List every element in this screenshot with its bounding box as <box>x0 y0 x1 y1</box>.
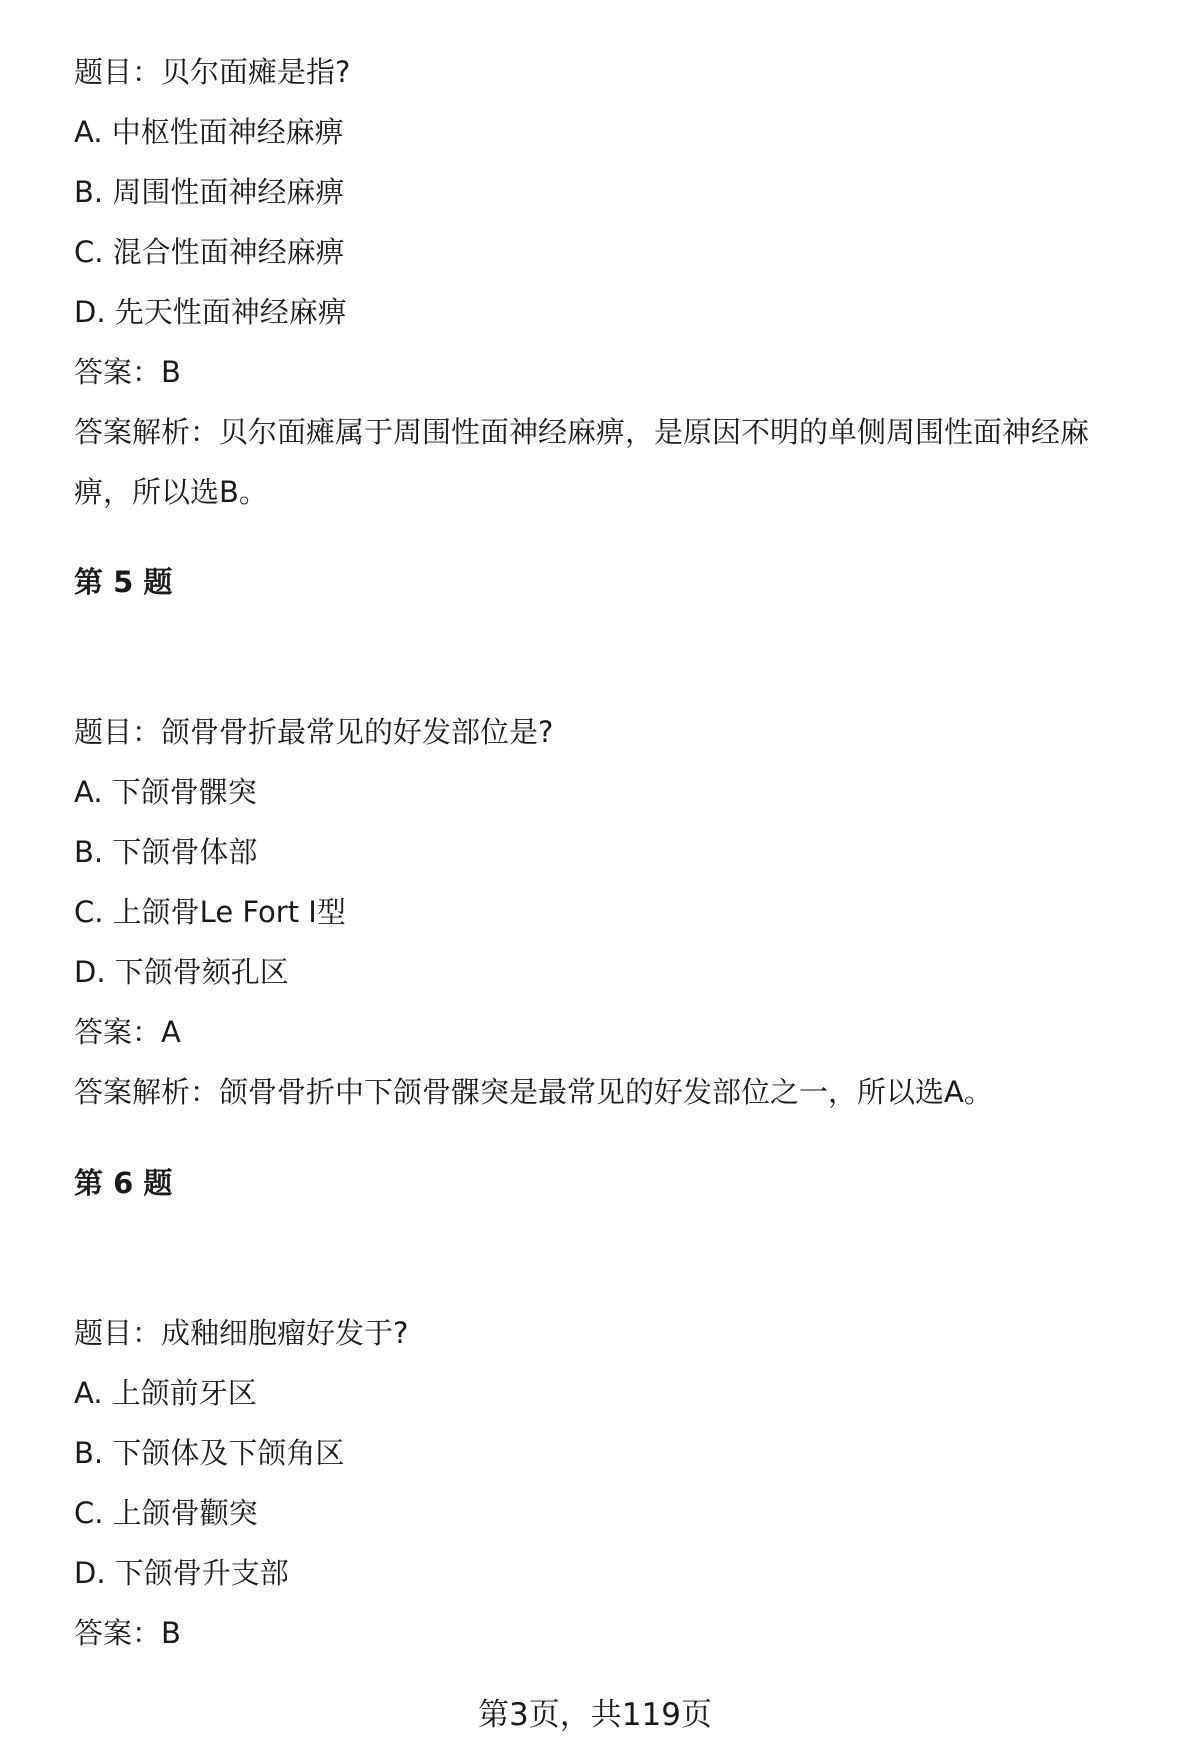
option-d: D. 先天性面神经麻痹 <box>74 295 347 329</box>
option-d: D. 下颌骨升支部 <box>74 1556 289 1590</box>
question-text: 题目：贝尔面瘫是指? <box>74 55 351 89</box>
option-a: A. 上颌前牙区 <box>74 1376 257 1410</box>
answer-analysis: 答案解析：颌骨骨折中下颌骨髁突是最常见的好发部位之一，所以选A。 <box>74 1075 993 1109</box>
option-c: C. 混合性面神经麻痹 <box>74 235 345 269</box>
answer: 答案：A <box>74 1015 181 1049</box>
page-number-footer: 第3页，共119页 <box>478 1697 712 1733</box>
answer-analysis: 答案解析：贝尔面瘫属于周围性面神经麻痹，是原因不明的单侧周围性面神经麻 <box>74 415 1090 449</box>
option-a: A. 中枢性面神经麻痹 <box>74 115 344 149</box>
option-d: D. 下颌骨颏孔区 <box>74 955 289 989</box>
option-b: B. 下颌体及下颌角区 <box>74 1436 345 1470</box>
question-text: 题目：颌骨骨折最常见的好发部位是? <box>74 715 554 749</box>
option-c: C. 上颌骨颧突 <box>74 1496 258 1530</box>
option-b: B. 周围性面神经麻痹 <box>74 175 345 209</box>
question-text: 题目：成釉细胞瘤好发于? <box>74 1316 409 1350</box>
option-a: A. 下颌骨髁突 <box>74 775 257 809</box>
question-heading: 第 5 题 <box>74 565 173 599</box>
option-b: B. 下颌骨体部 <box>74 835 258 869</box>
answer: 答案：B <box>74 1616 181 1650</box>
answer-analysis-continued: 痹，所以选B。 <box>74 475 268 509</box>
answer: 答案：B <box>74 355 181 389</box>
question-heading: 第 6 题 <box>74 1166 173 1200</box>
option-c: C. 上颌骨Le Fort I型 <box>74 895 346 929</box>
